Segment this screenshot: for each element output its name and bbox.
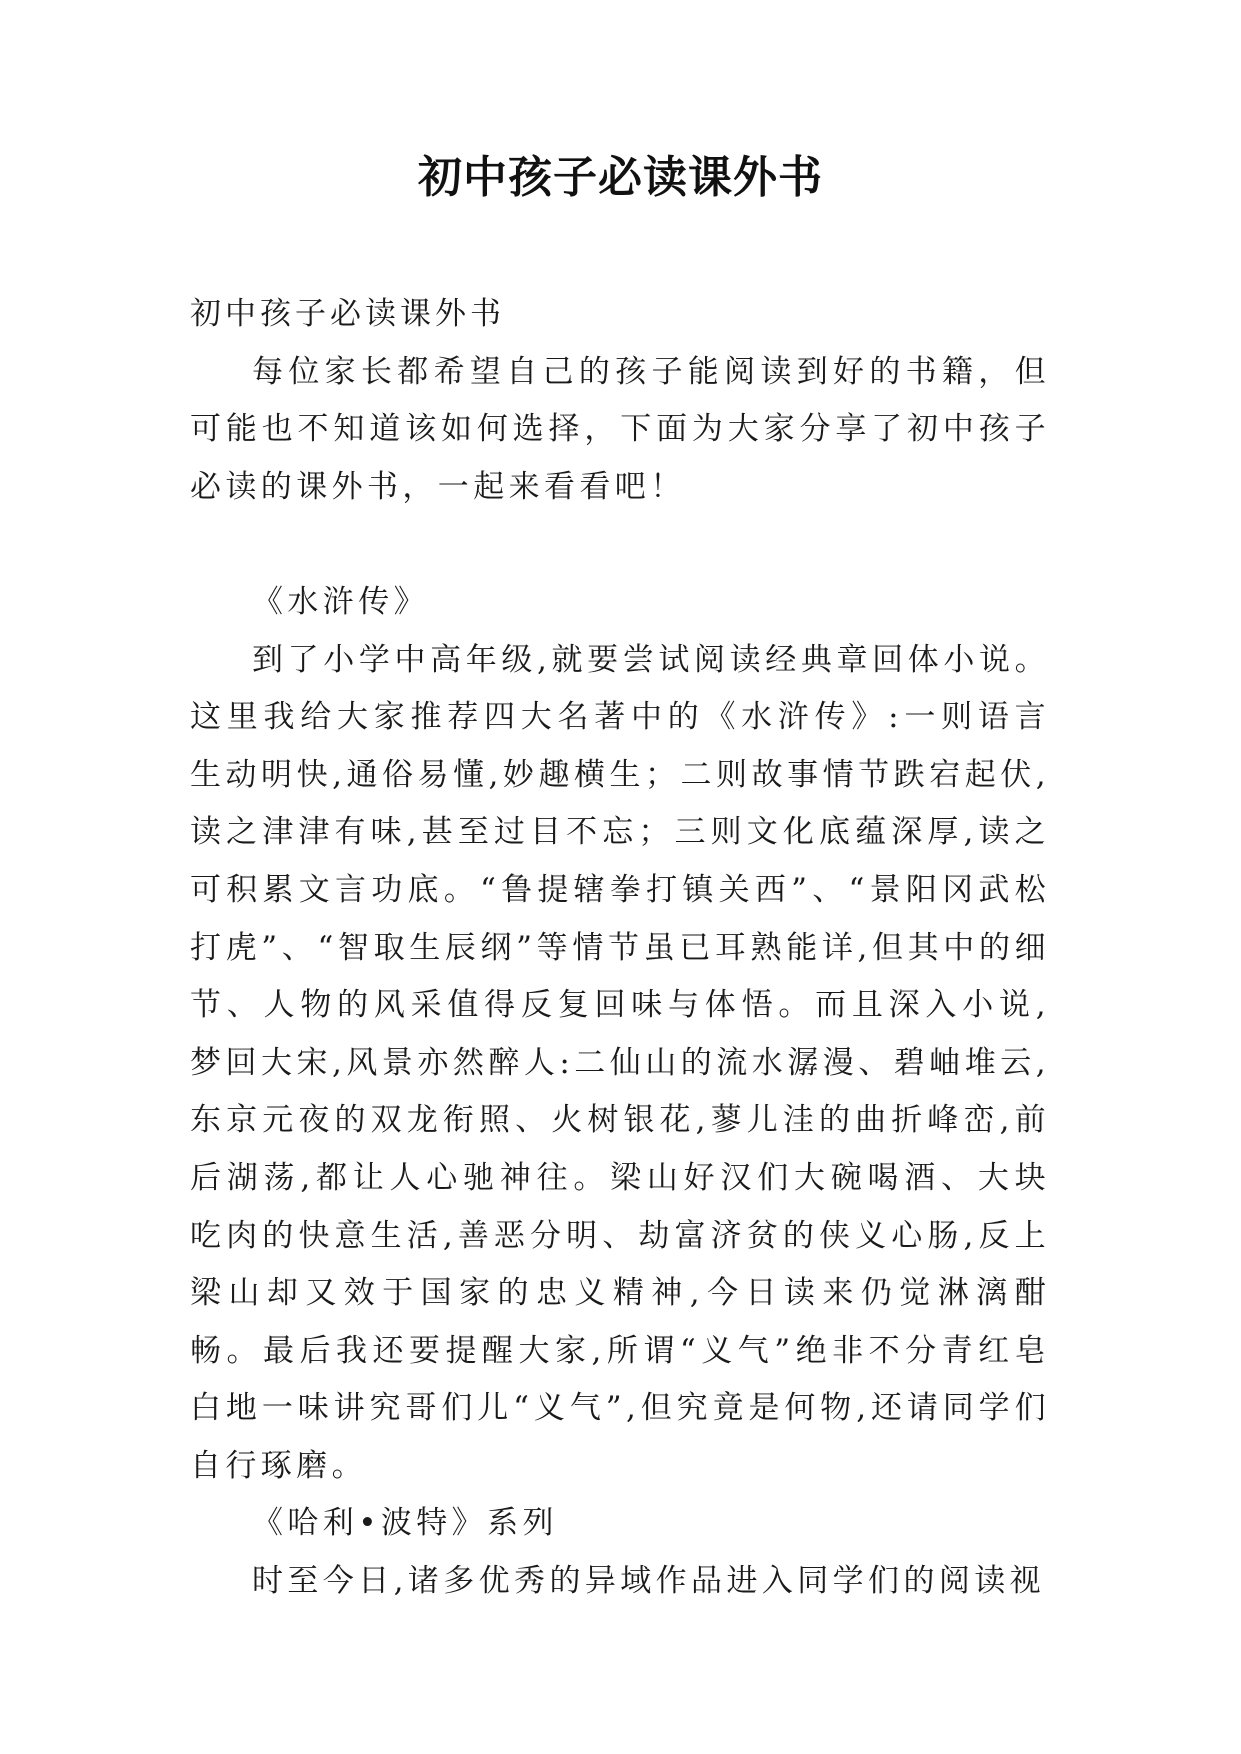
section-heading-shuihu: 《水浒传》 bbox=[252, 583, 429, 620]
paragraph-gap bbox=[190, 516, 1050, 574]
document-subtitle: 初中孩子必读课外书 bbox=[190, 296, 505, 332]
section-body-shuihu: 到了小学中高年级,就要尝试阅读经典章回体小说。这里我给大家推荐四大名著中的《水浒传》:一则语言生动明快,通俗易懂,妙趣横生；二则故事情节跌宕起伏,读之津津有味,甚至过目不忘；三则文化底蕴深厚,读之可积累文言功底。“鲁提辖拳打镇关西”、“景阳冈武松打虎”、“智取生辰纲”等情节虽已耳熟能详,但其中的细节、人物的风采值得反复回味与体悟。而且深入小说,梦回大宋,风景亦然醉人:二仙山的流水潺漫、碧岫堆云,东京元夜的双龙衔照、火树银花,蓼儿洼的曲折峰峦,前后湖荡,都让人心驰神往。梁山好汉们大碗喝酒、大块吃肉的快意生活,善恶分明、劫富济贫的侠义心肠,反上梁山却又效于国家的忠义精神,今日读来仍觉淋漓酣畅。最后我还要提醒大家,所谓“义气”绝非不分青红皂白地一味讲究哥们儿“义气”,但究竟是何物,还请同学们自行琢磨。 bbox=[190, 641, 1050, 1484]
document-title: 初中孩子必读课外书 bbox=[418, 152, 823, 203]
document-body bbox=[190, 286, 1050, 1611]
section-heading-harry-potter: 《哈利•波特》系列 bbox=[252, 1505, 558, 1542]
section-body-harry-potter: 时至今日,诸多优秀的异域作品进入同学们的阅读视 bbox=[252, 1563, 1046, 1600]
intro-paragraph: 每位家长都希望自己的孩子能阅读到好的书籍，但可能也不知道该如何选择，下面为大家分享了初中孩子必读的课外书，一起来看看吧！ bbox=[190, 353, 1050, 505]
